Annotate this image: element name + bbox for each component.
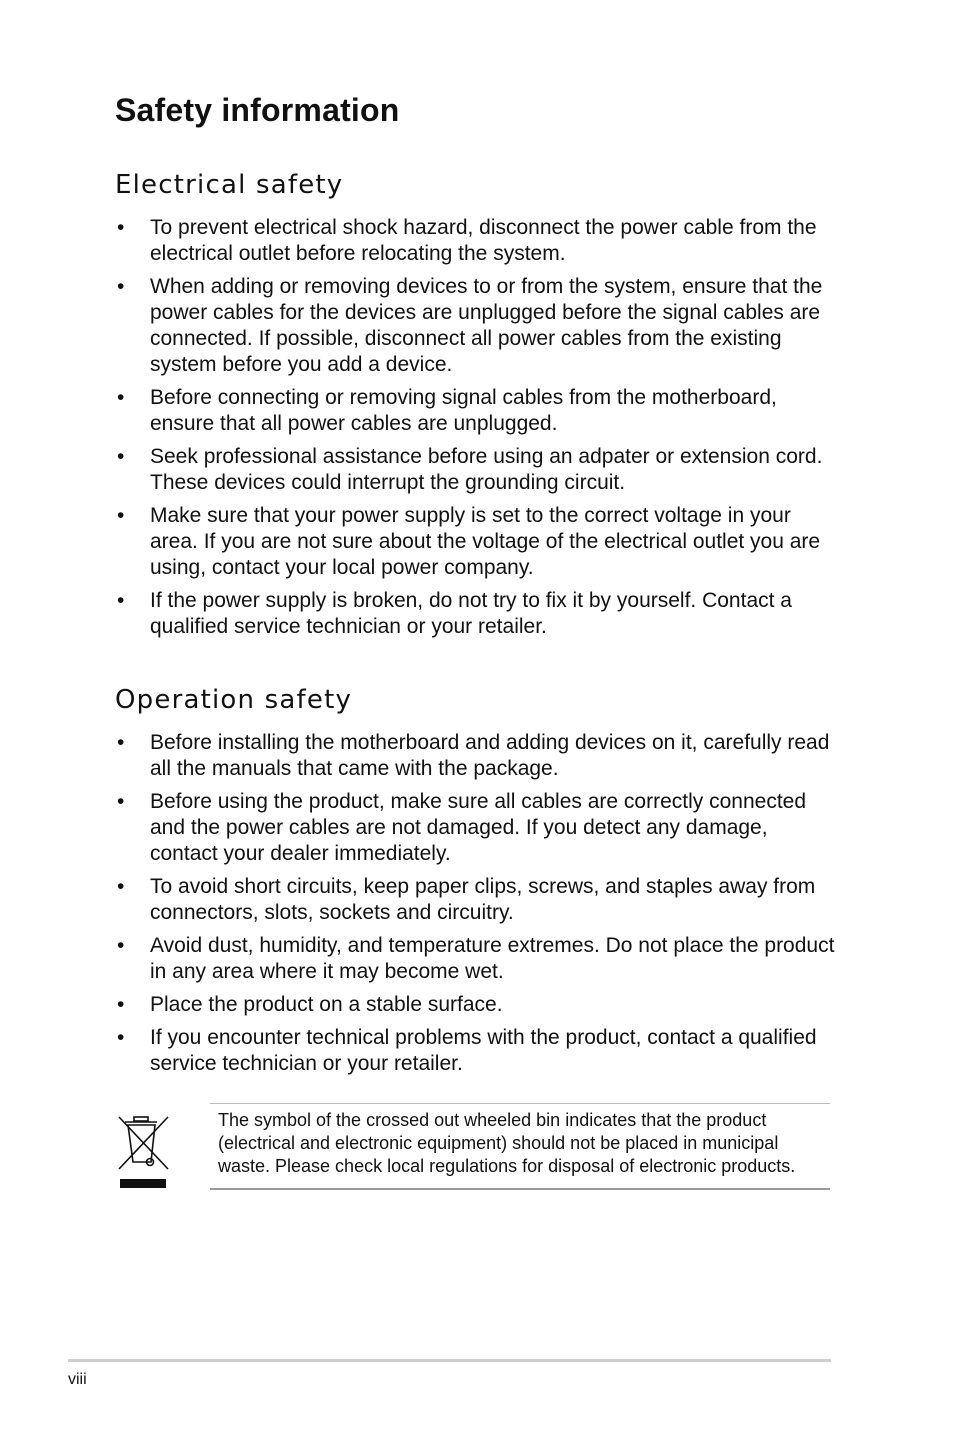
bullet-icon: • [117,731,125,754]
bullet-icon: • [117,216,125,239]
list-item [115,730,835,782]
bullet-icon: • [117,993,125,1016]
bullet-icon: • [117,504,125,527]
bullet-icon: • [117,1026,125,1049]
operation-safety-heading: Operation safety [115,685,353,715]
list-item-text: Place the product on a stable surface. [150,993,503,1016]
list-item-text: Before connecting or removing signal cables from the motherboard, ensure that all power cables are unplugged. [150,386,777,435]
list-item [115,874,835,926]
list-item-text: Make sure that your power supply is set to the correct voltage in your area. If you are not sure about the voltage of the electrical outlet you are using, contact your local power company. [150,504,821,579]
operation-safety-list [115,730,835,1084]
electrical-safety-heading: Electrical safety [115,170,344,200]
list-item-text: Seek professional assistance before using an adpater or extension cord. These devices could interrupt the grounding circuit. [150,445,823,494]
list-item [115,789,835,867]
bullet-icon: • [117,275,125,298]
list-item [115,385,835,437]
weee-note [110,1103,832,1193]
bullet-icon: • [117,589,125,612]
list-item-text: When adding or removing devices to or from the system, ensure that the power cables for the devices are unplugged before the signal cables are connected. If possible, disconnect all power cables from the existing system before you add a device. [150,275,823,376]
list-item-text: If you encounter technical problems with the product, contact a qualified service technician or your retailer. [150,1026,817,1075]
list-item-text: Before using the product, make sure all cables are correctly connected and the power cables are not damaged. If you detect any damage, contact your dealer immediately. [150,790,807,865]
list-item [115,274,835,378]
bullet-icon: • [117,875,125,898]
bullet-icon: • [117,386,125,409]
list-item [115,503,835,581]
crossed-out-wheeled-bin-icon [110,1109,176,1193]
list-item [115,444,835,496]
list-item-text: If the power supply is broken, do not try to fix it by yourself. Contact a qualified service technician or your retailer. [150,589,792,638]
list-item [115,992,835,1018]
list-item [115,933,835,985]
note-text: The symbol of the crossed out wheeled bin indicates that the product (electrical and electronic equipment) should not be placed in municipal waste. Please check local regulations for disposal of electronic products. [218,1110,796,1176]
list-item [115,1025,835,1077]
list-item-text: Before installing the motherboard and adding devices on it, carefully read all the manuals that came with the package. [150,731,830,780]
footer-divider [68,1359,831,1362]
page-title: Safety information [115,92,400,128]
list-item [115,588,835,640]
list-item-text: To prevent electrical shock hazard, disconnect the power cable from the electrical outlet before relocating the system. [150,216,817,265]
electrical-safety-list [115,215,835,647]
page-number: viii [68,1371,87,1388]
bullet-icon: • [117,934,125,957]
list-item [115,215,835,267]
note-box [210,1103,830,1190]
list-item-text: Avoid dust, humidity, and temperature extremes. Do not place the product in any area where it may become wet. [150,934,835,983]
bullet-icon: • [117,790,125,813]
list-item-text: To avoid short circuits, keep paper clips, screws, and staples away from connectors, slots, sockets and circuitry. [150,875,816,924]
bullet-icon: • [117,445,125,468]
